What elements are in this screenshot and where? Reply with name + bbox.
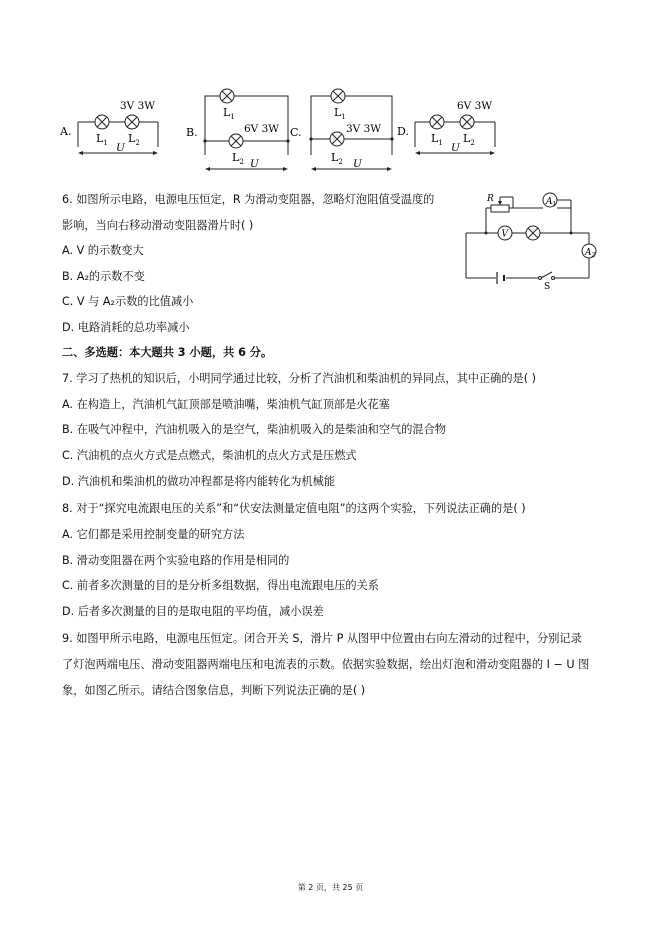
lamp-l2-icon [460,115,474,129]
svg-text:A2: $A_2$ [585,248,596,259]
q9-stem-line1: 9. 如图甲所示电路，电源电压恒定。闭合开关 S，滑片 P 从图甲中位置由右向左滑动的过程中，分别记录 [62,632,582,645]
svg-text:L1: $L_1$ [223,106,235,121]
ammeter-a1-icon [543,193,557,208]
lamp-rating: 6V 3W [244,123,280,135]
lamp-rating: 3V 3W [120,100,156,112]
circuit-diagram-a [58,95,188,165]
lamp-l1-icon [430,115,444,129]
q5-option-d[interactable] [395,95,505,165]
svg-text:L2: $L_2$ [232,151,244,166]
q7-option-b[interactable]: B. 在吸气冲程中，汽油机吸入的是空气，柴油机吸入的是柴油和空气的混合物 [62,423,446,436]
q8-option-b[interactable]: B. 滑动变阻器在两个实验电路的作用是相同的 [62,554,290,567]
option-letter: D. [397,125,409,138]
switch-icon [539,272,555,280]
switch-label: S [544,282,551,292]
q5-option-c[interactable] [290,85,400,180]
q7-option-d[interactable]: D. 汽油机和柴油机的做功冲程都是将内能转化为机械能 [62,475,336,488]
lamp-l2-icon [330,132,344,146]
svg-text:V: V [501,229,508,240]
ammeter-a2-icon [582,244,596,259]
lamp-icon [526,226,540,240]
option-letter: A. [60,125,72,138]
voltage-label: U [353,158,362,170]
q5-option-b[interactable] [186,85,296,180]
section-heading: 二、多选题：本大题共 3 小题，共 6 分。 [62,346,273,359]
lamp-l1-icon [220,89,234,103]
q5-option-a[interactable] [58,95,188,165]
rheostat-icon [491,197,513,212]
svg-text:L2: $L_2$ [331,151,343,166]
battery-icon [497,272,504,284]
q8-option-a[interactable]: A. 它们都是采用控制变量的研究方法 [62,528,245,541]
q6-option-a[interactable]: A. V 的示数变大 [62,244,144,257]
q9-stem-line2: 了灯泡两端电压、滑动变阻器两端电压和电流表的示数。依据实验数据，绘出灯泡和滑动变阻器的 I − U 图 [62,658,590,671]
q6-option-b[interactable]: B. A₂的示数不变 [62,270,145,283]
q8-stem: 8. 对于“探究电流跟电压的关系”和“伏安法测量定值电阻”的这两个实验，下列说法正确的是( ) [62,502,526,515]
lamp-l1-icon [331,89,345,103]
svg-text:L1: $L_1$ [96,132,108,147]
voltmeter-icon [498,226,512,240]
svg-text:L2: $L_2$ [463,132,475,147]
lamp-l1-icon [95,115,109,129]
circuit-diagram-c [290,85,400,180]
q6-stem-line2: 影响，当向右移动滑动变阻器滑片时( ) [62,219,254,232]
q8-option-d[interactable]: D. 后者多次测量的目的是取电阻的平均值，减小误差 [62,605,324,618]
q8-option-c[interactable]: C. 前者多次测量的目的是分析多组数据，得出电流跟电压的关系 [62,579,379,592]
lamp-l2-icon [229,134,243,148]
page-number: 第 2 页，共 25 页 [297,883,364,892]
rheostat-label: R [487,194,494,204]
option-letter: C. [290,126,302,139]
q6-option-d[interactable]: D. 电路消耗的总功率减小 [62,321,190,334]
q7-option-c[interactable]: C. 汽油机的点火方式是点燃式，柴油机的点火方式是压燃式 [62,449,357,462]
svg-text:A1: $A_1$ [546,197,557,208]
voltage-label: U [116,142,125,154]
q7-stem: 7. 学习了热机的知识后，小明同学通过比较，分析了汽油机和柴油机的异同点，其中正确的是( ) [62,372,537,385]
svg-text:L1: $L_1$ [431,132,443,147]
voltage-label: U [451,142,460,154]
q6-circuit-figure [458,188,604,292]
lamp-rating: 6V 3W [457,100,493,112]
svg-text:L1: $L_1$ [334,106,346,121]
q6-stem-line1: 6. 如图所示电路，电源电压恒定，R 为滑动变阻器，忽略灯泡阻值受温度的 [62,193,435,206]
voltage-label: U [250,158,259,170]
circuit-diagram-d [395,95,505,165]
lamp-l2-icon [125,115,139,129]
svg-text:L2: $L_2$ [128,132,140,147]
lamp-rating: 3V 3W [346,123,382,135]
q6-option-c[interactable]: C. V 与 A₂示数的比值减小 [62,295,194,308]
q7-option-a[interactable]: A. 在构造上，汽油机气缸顶部是喷油嘴，柴油机气缸顶部是火花塞 [62,398,390,411]
q9-stem-line3: 象，如图乙所示。请结合图象信息，判断下列说法正确的是( ) [62,684,366,697]
circuit-diagram-b [186,85,296,180]
option-letter: B. [186,126,198,139]
